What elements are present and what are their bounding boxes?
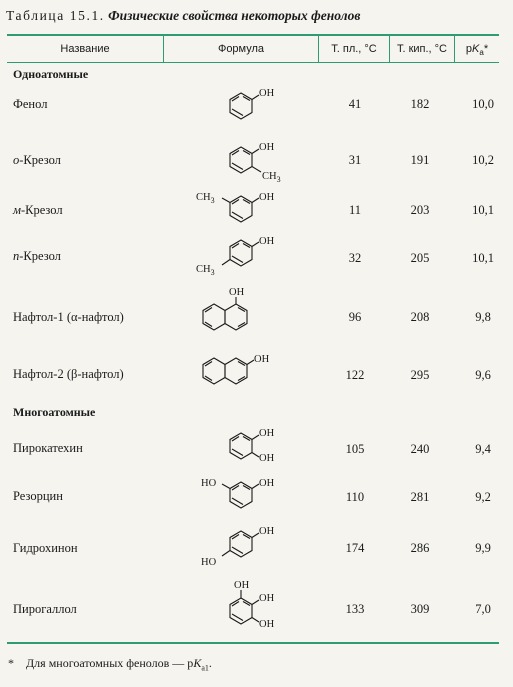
pka-value: 9,6 xyxy=(475,368,491,382)
svg-text:OH: OH xyxy=(259,619,275,630)
boiling-point-value: 208 xyxy=(410,310,430,324)
structure-naphthol-2 xyxy=(196,348,286,393)
structure-hydroquinone xyxy=(196,521,306,573)
header-pka: $pK_a*$ xyxy=(465,43,489,58)
svg-text:OH: OH xyxy=(259,453,275,464)
header-boiling-point: Т. кип., °С xyxy=(396,43,448,55)
svg-text:OH: OH xyxy=(259,192,275,203)
structure-pyrocatechol xyxy=(214,420,294,475)
row-name: Пирокатехин xyxy=(13,441,83,455)
melting-point-value: 96 xyxy=(348,310,362,324)
melting-point-value: 105 xyxy=(345,442,365,456)
pka-value: 10,1 xyxy=(472,251,494,265)
table-bottom-rule xyxy=(7,642,499,644)
structure-pyrogallol xyxy=(214,576,294,640)
header-name: Название xyxy=(60,43,110,55)
melting-point-value: 32 xyxy=(348,251,362,265)
header-melting-point: Т. пл., °С xyxy=(331,43,377,55)
table-footnote: * Для многоатомных фенолов — $pK_{a1}$. xyxy=(8,656,212,673)
caption-title: Физические свойства некоторых фенолов xyxy=(108,8,361,23)
svg-text:OH: OH xyxy=(254,354,270,365)
boiling-point-value: 205 xyxy=(410,251,430,265)
boiling-point-value: 309 xyxy=(410,602,430,616)
section-title-polyhydric: Многоатомные xyxy=(13,405,96,419)
row-name: Пирогаллол xyxy=(13,602,77,616)
row-name: п-Крезол xyxy=(13,249,61,263)
svg-text:OH: OH xyxy=(259,593,275,604)
melting-point-value: 11 xyxy=(348,203,362,217)
melting-point-value: 41 xyxy=(348,97,362,111)
pka-value: 9,8 xyxy=(475,310,491,324)
boiling-point-value: 191 xyxy=(410,153,430,167)
structure-o-cresol xyxy=(214,134,304,189)
melting-point-value: 122 xyxy=(345,368,365,382)
pka-value: 10,1 xyxy=(472,203,494,217)
caption-prefix: Таблица 15.1. xyxy=(6,8,105,23)
svg-text:OH: OH xyxy=(229,287,245,298)
row-name: Нафтол-1 (α-нафтол) xyxy=(13,310,124,324)
boiling-point-value: 286 xyxy=(410,541,430,555)
header-bottom-rule xyxy=(7,62,499,63)
svg-text:OH: OH xyxy=(259,428,275,439)
structure-m-cresol xyxy=(196,188,306,233)
section-title-monohydric: Одноатомные xyxy=(13,67,89,81)
svg-text:CH3: $CH_3$ xyxy=(196,264,215,277)
boiling-point-value: 240 xyxy=(410,442,430,456)
row-name: Фенол xyxy=(13,97,48,111)
pka-value: 9,2 xyxy=(475,490,491,504)
boiling-point-value: 295 xyxy=(410,368,430,382)
svg-text:OH: OH xyxy=(259,478,275,489)
row-name: Резорцин xyxy=(13,489,63,503)
svg-text:OH: OH xyxy=(234,580,250,591)
svg-text:CH3: $CH_3$ xyxy=(262,171,281,184)
boiling-point-value: 281 xyxy=(410,490,430,504)
melting-point-value: 110 xyxy=(345,490,365,504)
structure-naphthol-1 xyxy=(196,284,276,344)
svg-text:HO: HO xyxy=(201,478,217,489)
svg-text:OH: OH xyxy=(259,88,275,99)
header-formula: Формула xyxy=(217,43,265,55)
table-caption xyxy=(6,8,360,24)
boiling-point-value: 203 xyxy=(410,203,430,217)
pka-value: 7,0 xyxy=(475,602,491,616)
pka-value: 10,2 xyxy=(472,153,494,167)
pka-value: 10,0 xyxy=(472,97,494,111)
melting-point-value: 133 xyxy=(345,602,365,616)
structure-phenol xyxy=(214,80,294,130)
svg-text:HO: HO xyxy=(201,557,217,568)
melting-point-value: 174 xyxy=(345,541,365,555)
melting-point-value: 31 xyxy=(348,153,362,167)
svg-text:CH3: $CH_3$ xyxy=(196,192,215,205)
structure-resorcinol xyxy=(196,474,306,519)
row-name: Гидрохинон xyxy=(13,541,78,555)
structure-p-cresol xyxy=(196,232,306,280)
pka-value: 9,4 xyxy=(475,442,491,456)
row-name: о-Крезол xyxy=(13,153,61,167)
boiling-point-value: 182 xyxy=(410,97,430,111)
svg-text:OH: OH xyxy=(259,142,275,153)
pka-value: 9,9 xyxy=(475,541,491,555)
svg-text:OH: OH xyxy=(259,236,275,247)
row-name: Нафтол-2 (β-нафтол) xyxy=(13,367,124,381)
svg-text:OH: OH xyxy=(259,526,275,537)
row-name: м-Крезол xyxy=(13,203,63,217)
